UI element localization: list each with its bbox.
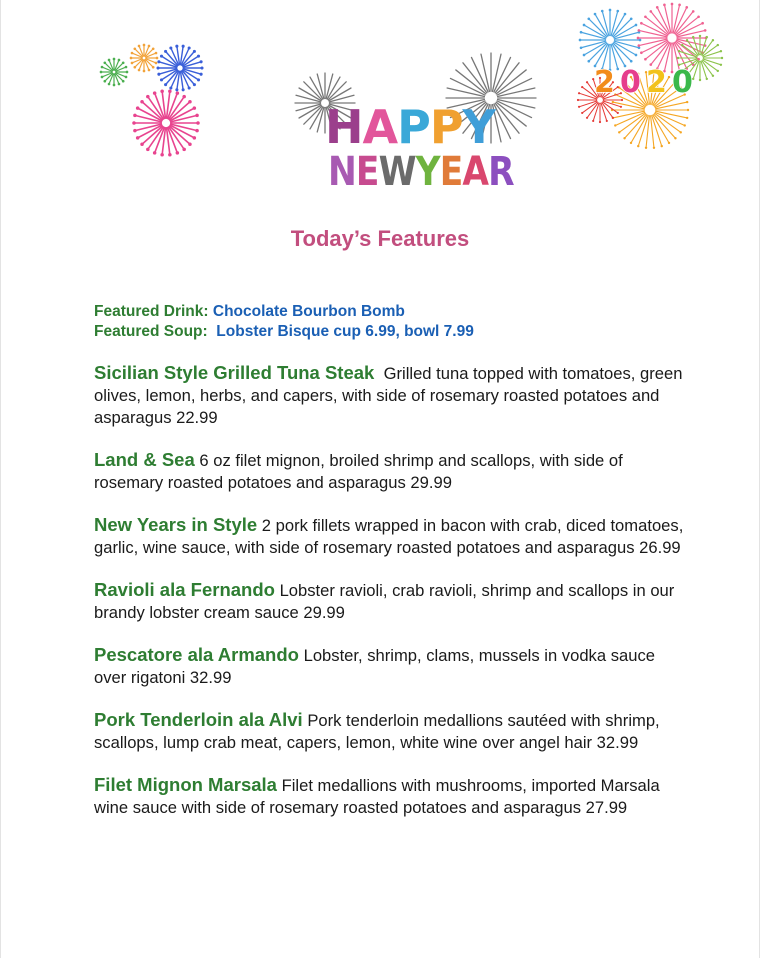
fireworks-left-illustration xyxy=(96,38,226,158)
headline-letter: R xyxy=(488,149,514,195)
menu-item-description: Lobster, shrimp, clams, mussels in vodka sauce over rigatoni 32.99 xyxy=(94,646,655,687)
year-badge-digit: 2 xyxy=(594,65,615,100)
headline-letter: E xyxy=(355,149,379,195)
new-year-line xyxy=(328,149,514,195)
menu-item-name: Filet Mignon Marsala xyxy=(94,774,277,795)
year-badge-digit: 0 xyxy=(672,65,693,100)
menu-item-name: Pork Tenderloin ala Alvi xyxy=(94,709,303,730)
features-title: Today’s Features xyxy=(290,226,470,251)
menu-item xyxy=(94,644,684,689)
menu-item-name: New Years in Style xyxy=(94,514,258,535)
menu-item-description: 2 pork fillets wrapped in bacon with crab, diced tomatoes, garlic, wine sauce, with side of rosemary roasted potatoes and asparagus 26.99 xyxy=(94,516,684,557)
menu-item-name: Pescatore ala Armando xyxy=(94,644,299,665)
menu-item xyxy=(94,449,684,494)
headline-letter: Y xyxy=(462,100,495,154)
featured-soup-value: Lobster Bisque cup 6.99, bowl 7.99 xyxy=(216,323,474,340)
headline-letter: E xyxy=(439,149,463,195)
menu-item xyxy=(94,362,684,429)
featured-drink-label: Featured Drink: xyxy=(94,303,209,320)
headline-letter: A xyxy=(462,149,489,195)
menu-item-description: Grilled tuna topped with tomatoes, green olives, lemon, herbs, and capers, with side of rosemary roasted potatoes and asparagus 22.99 xyxy=(94,364,683,427)
menu-item xyxy=(94,709,684,754)
featured-drink xyxy=(94,302,474,322)
menu-item xyxy=(94,514,684,559)
menu-item-description: Filet medallions with mushrooms, imported Marsala wine sauce with side of rosemary roasted potatoes and asparagus 27.99 xyxy=(94,776,660,817)
fireworks-2020-illustration xyxy=(560,0,730,150)
menu-item-name: Ravioli ala Fernando xyxy=(94,579,275,600)
menu-items xyxy=(94,362,684,839)
menu-item-name: Land & Sea xyxy=(94,449,195,470)
year-badge-digit: 2 xyxy=(646,65,667,100)
headline-letter: W xyxy=(378,149,416,195)
featured-specials xyxy=(94,302,474,342)
menu-item-name: Sicilian Style Grilled Tuna Steak xyxy=(94,362,375,383)
headline-letter: N xyxy=(328,149,356,195)
headline-letter: P xyxy=(429,100,463,154)
featured-drink-value: Chocolate Bourbon Bomb xyxy=(212,303,405,320)
featured-soup-label: Featured Soup: xyxy=(94,323,208,340)
menu-item xyxy=(94,579,684,624)
headline-letter: Y xyxy=(415,149,440,195)
year-badge-digit: 0 xyxy=(620,65,641,100)
menu-item-description: 6 oz filet mignon, broiled shrimp and scallops, with side of rosemary roasted potatoes and asparagus 29.99 xyxy=(94,451,623,492)
headline-letter: A xyxy=(362,100,398,154)
happy-line xyxy=(325,100,544,154)
featured-soup xyxy=(94,322,474,342)
menu-item-description: Pork tenderloin medallions sautéed with shrimp, scallops, lump crab meat, capers, lemon, white wine over angel hair 32.99 xyxy=(94,711,660,752)
menu-item xyxy=(94,774,684,819)
headline-letter: H xyxy=(325,100,363,154)
happy-new-year-heading xyxy=(325,100,544,195)
menu-item-description: Lobster ravioli, crab ravioli, shrimp and scallops in our brandy lobster cream sauce 29.99 xyxy=(94,581,675,622)
headline-letter: P xyxy=(397,100,430,154)
